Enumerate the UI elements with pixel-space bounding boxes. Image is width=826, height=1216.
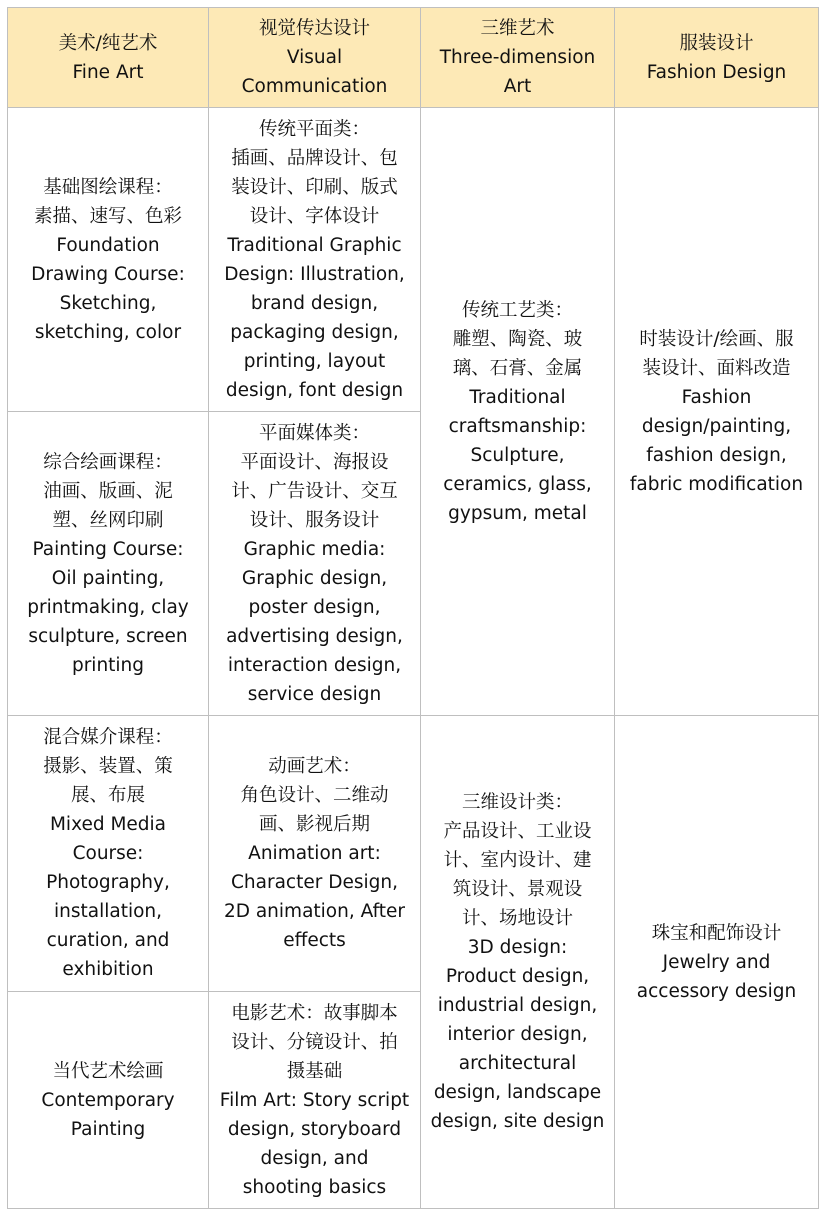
- cell-line: 设计、服务设计: [249, 509, 380, 531]
- cell-line: 角色设计、二维动: [240, 785, 389, 806]
- cell-line: installation,: [53, 901, 163, 922]
- visual-communication-cell: [209, 716, 421, 992]
- curriculum-table: [7, 7, 819, 1209]
- cell-line: 2D animation, After: [223, 901, 406, 922]
- cell-line: Oil painting,: [51, 567, 165, 589]
- cell-line: printing, layout: [243, 350, 386, 372]
- header-en: Visual: [286, 47, 343, 68]
- cell-line: 传统平面类：: [258, 118, 370, 140]
- cell-line: sketching, color: [34, 321, 182, 343]
- fine-art-cell: [8, 412, 209, 716]
- cell-line: interaction design,: [227, 654, 402, 676]
- cell-line: interior design,: [447, 1024, 588, 1045]
- cell-line: 素描、速写、色彩: [33, 205, 182, 227]
- cell-line: Painting: [70, 1118, 146, 1140]
- cell-line: 混合媒介课程：: [43, 727, 173, 748]
- fashion-cell: [615, 716, 819, 1209]
- cell-line: design, storyboard: [227, 1118, 402, 1140]
- three-dimension-cell: [421, 108, 615, 716]
- header-visual-communication: [209, 8, 421, 108]
- cell-line: Graphic media:: [243, 538, 386, 560]
- visual-communication-cell: [209, 412, 421, 716]
- fine-art-cell: [8, 108, 209, 412]
- cell-line: 展、布展: [70, 785, 145, 806]
- cell-line: craftsmanship:: [448, 415, 587, 437]
- cell-line: Film Art: Story script: [219, 1089, 410, 1111]
- table-row: [8, 108, 819, 412]
- header-en: Fashion Design: [646, 61, 787, 83]
- cell-line: architectural: [458, 1053, 577, 1074]
- cell-line: Jewelry and: [662, 951, 771, 973]
- cell-line: curation, and: [46, 930, 170, 951]
- cell-line: 装设计、面料改造: [642, 357, 791, 379]
- cell-line: brand design,: [250, 292, 379, 314]
- cell-line: packaging design,: [230, 321, 399, 343]
- cell-line: fabric modification: [629, 473, 804, 495]
- cell-line: service design: [247, 683, 382, 705]
- cell-line: industrial design,: [437, 995, 598, 1016]
- cell-line: 摄影、装置、策: [43, 756, 173, 777]
- cell-line: poster design,: [248, 596, 381, 618]
- cell-line: Graphic design,: [241, 567, 388, 589]
- cell-line: 动画艺术：: [268, 756, 361, 777]
- cell-line: 产品设计、工业设: [443, 821, 592, 842]
- cell-line: advertising design,: [226, 625, 403, 647]
- cell-line: 装设计、印刷、版式: [231, 176, 398, 198]
- visual-communication-cell: [209, 992, 421, 1209]
- cell-line: accessory design: [636, 980, 797, 1002]
- cell-line: design, font design: [225, 379, 404, 401]
- header-zh: 视觉传达设计: [258, 18, 370, 39]
- header-zh: 三维艺术: [480, 18, 555, 39]
- cell-line: 基础图绘课程：: [43, 176, 173, 198]
- cell-line: 雕塑、陶瓷、玻: [452, 328, 583, 350]
- visual-communication-cell: [209, 108, 421, 412]
- cell-line: design, site design: [430, 1111, 605, 1132]
- table-row: [8, 716, 819, 992]
- cell-line: design/painting,: [641, 415, 792, 437]
- cell-line: 摄基础: [286, 1060, 343, 1082]
- header-en: Art: [503, 76, 532, 97]
- cell-line: 油画、版画、泥: [43, 480, 173, 502]
- header-three-dimension-art: [421, 8, 615, 108]
- cell-line: 传统工艺类：: [461, 299, 573, 321]
- cell-line: Contemporary: [41, 1089, 175, 1111]
- header-en: Three-dimension: [439, 47, 596, 68]
- cell-line: 计、广告设计、交互: [231, 480, 398, 502]
- cell-line: 时装设计/绘画、服: [639, 328, 794, 350]
- fashion-cell: [615, 108, 819, 716]
- cell-line: Animation art:: [248, 843, 381, 864]
- cell-line: 当代艺术绘画: [52, 1060, 164, 1082]
- cell-line: effects: [283, 930, 346, 951]
- cell-line: Product design,: [445, 966, 590, 987]
- cell-line: 计、场地设计: [461, 908, 573, 929]
- cell-line: 计、室内设计、建: [443, 850, 592, 871]
- fine-art-cell: [8, 992, 209, 1209]
- cell-line: sculpture, screen: [28, 625, 188, 647]
- cell-line: gypsum, metal: [448, 502, 587, 524]
- header-en: Fine Art: [72, 61, 144, 83]
- cell-line: 塑、丝网印刷: [52, 509, 164, 531]
- cell-line: 筑设计、景观设: [452, 879, 583, 900]
- cell-line: Mixed Media: [49, 814, 167, 835]
- cell-line: 插画、品牌设计、包: [231, 147, 398, 169]
- fine-art-cell: [8, 716, 209, 992]
- cell-line: Photography,: [46, 872, 170, 893]
- cell-line: 设计、分镜设计、拍: [231, 1031, 398, 1053]
- cell-line: 画、影视后期: [258, 814, 370, 835]
- cell-line: Foundation: [56, 234, 160, 256]
- cell-line: Design: Illustration,: [224, 263, 405, 285]
- cell-line: 三维设计类：: [461, 792, 573, 813]
- cell-line: design, and: [260, 1147, 369, 1169]
- cell-line: Sketching,: [59, 292, 157, 314]
- cell-line: 平面媒体类：: [258, 422, 370, 444]
- cell-line: Traditional: [469, 386, 566, 408]
- cell-line: 平面设计、海报设: [240, 451, 389, 473]
- cell-line: shooting basics: [242, 1176, 387, 1198]
- cell-line: Traditional Graphic: [227, 234, 402, 256]
- header-en: Communication: [241, 76, 388, 97]
- header-row: [8, 8, 819, 108]
- cell-line: fashion design,: [646, 444, 787, 466]
- header-zh: 服装设计: [679, 32, 754, 54]
- cell-line: 设计、字体设计: [249, 205, 380, 227]
- cell-line: printmaking, clay: [27, 596, 189, 618]
- cell-line: Sculpture,: [470, 444, 565, 466]
- header-zh: 美术/纯艺术: [58, 32, 158, 54]
- three-dimension-cell: [421, 716, 615, 1209]
- cell-line: 璃、石膏、金属: [452, 357, 583, 379]
- cell-line: Character Design,: [231, 872, 398, 893]
- cell-line: Painting Course:: [32, 538, 184, 560]
- cell-line: 综合绘画课程：: [43, 451, 173, 473]
- cell-line: printing: [71, 654, 145, 676]
- cell-line: Drawing Course:: [31, 263, 185, 285]
- cell-line: 3D design:: [467, 937, 568, 958]
- cell-line: Course:: [72, 843, 144, 864]
- cell-line: design, landscape: [433, 1082, 602, 1103]
- header-fine-art: [8, 8, 209, 108]
- cell-line: 电影艺术：故事脚本: [231, 1002, 398, 1024]
- cell-line: 珠宝和配饰设计: [651, 922, 782, 944]
- cell-line: ceramics, glass,: [443, 473, 592, 495]
- cell-line: Fashion: [681, 386, 752, 408]
- header-fashion-design: [615, 8, 819, 108]
- cell-line: exhibition: [62, 959, 154, 980]
